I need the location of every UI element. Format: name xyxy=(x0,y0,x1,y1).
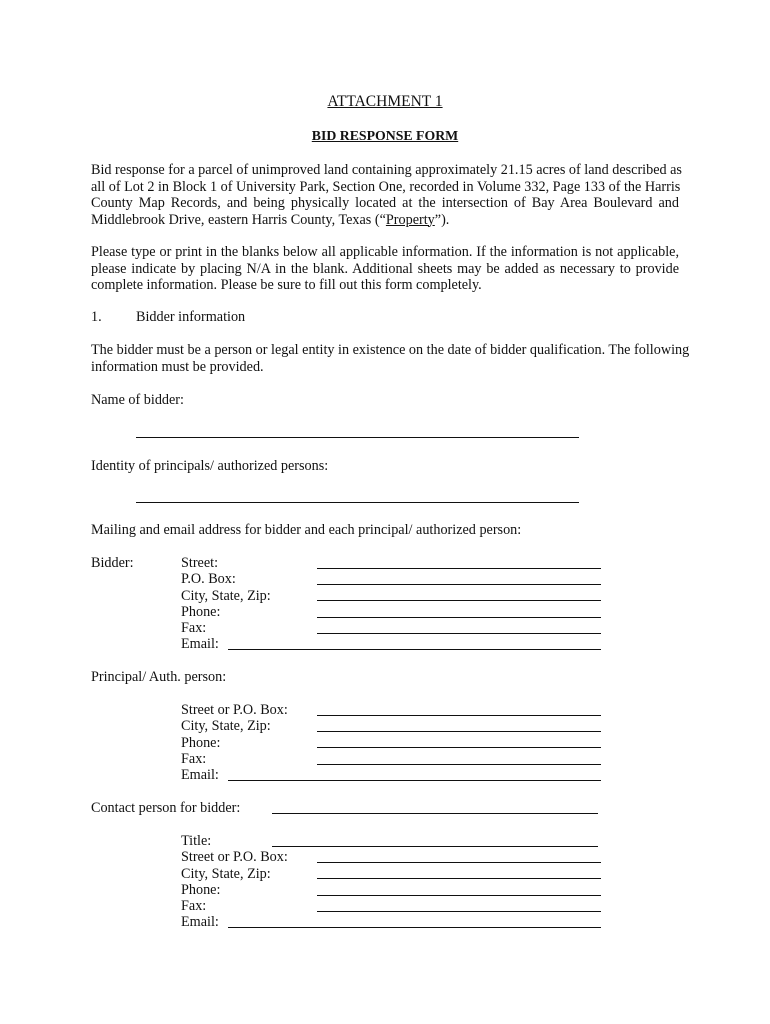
principal-email-label: Email: xyxy=(181,767,219,783)
bidder-phone-field[interactable] xyxy=(317,617,601,618)
intro-line: Bid response for a parcel of unimproved land containing approximately 21.15 acres of land described as xyxy=(91,162,682,178)
principal-fax-field[interactable] xyxy=(317,764,601,765)
property-term: Property xyxy=(385,211,435,228)
bidder-note-line: information must be provided. xyxy=(91,358,264,375)
principal-street-field[interactable] xyxy=(317,715,601,716)
instructions-line: please indicate by placing N/A in the blank. Additional sheets may be added as necessary to provide xyxy=(91,260,679,277)
contact-heading: Contact person for bidder: xyxy=(91,800,241,816)
contact-email-label: Email: xyxy=(181,914,219,930)
section-title: Bidder information xyxy=(136,309,246,325)
principal-fax-label: Fax: xyxy=(181,751,207,767)
principal-city-label: City, State, Zip: xyxy=(181,718,271,734)
contact-street-label: Street or P.O. Box: xyxy=(181,849,288,865)
bidder-street-label: Street: xyxy=(181,555,219,571)
bidder-pobox-field[interactable] xyxy=(317,584,601,585)
contact-title-field[interactable] xyxy=(272,846,598,847)
intro-line-last xyxy=(91,212,679,229)
bidder-city-label: City, State, Zip: xyxy=(181,588,271,604)
intro-line-end: ”). xyxy=(434,211,450,228)
bidder-fax-field[interactable] xyxy=(317,633,601,634)
principal-street-label: Street or P.O. Box: xyxy=(181,702,288,718)
intro-paragraph xyxy=(91,162,682,228)
mailing-label: Mailing and email address for bidder and each principal/ authorized person: xyxy=(91,522,522,538)
contact-street-field[interactable] xyxy=(317,862,601,863)
bidder-phone-label: Phone: xyxy=(181,604,221,620)
name-of-bidder-field[interactable] xyxy=(136,437,579,438)
intro-line-text: Middlebrook Drive, eastern Harris County, Texas (“ xyxy=(91,211,386,228)
bidder-email-field[interactable] xyxy=(228,649,601,650)
contact-phone-label: Phone: xyxy=(181,882,221,898)
contact-fax-label: Fax: xyxy=(181,898,207,914)
contact-name-field[interactable] xyxy=(272,813,598,814)
contact-title-label: Title: xyxy=(181,833,212,849)
contact-phone-field[interactable] xyxy=(317,895,601,896)
instructions-line: complete information. Please be sure to fill out this form completely. xyxy=(91,277,482,293)
principal-heading: Principal/ Auth. person: xyxy=(91,669,227,685)
instructions-paragraph xyxy=(91,244,679,294)
identity-label: Identity of principals/ authorized persons: xyxy=(91,458,329,474)
instructions-line: Please type or print in the blanks below all applicable information. If the information is not applicable, xyxy=(91,244,679,260)
page-title: ATTACHMENT 1 xyxy=(327,93,443,110)
contact-city-field[interactable] xyxy=(317,878,601,879)
bidder-note-line: The bidder must be a person or legal entity in existence on the date of bidder qualification. The following xyxy=(91,342,690,358)
contact-city-label: City, State, Zip: xyxy=(181,866,271,882)
bidder-heading: Bidder: xyxy=(91,555,134,571)
intro-line: all of Lot 2 in Block 1 of University Park, Section One, recorded in Volume 332, Page 133 of the Harris xyxy=(91,178,681,195)
bidder-note-paragraph xyxy=(91,342,690,375)
principal-phone-field[interactable] xyxy=(317,747,601,748)
bidder-street-field[interactable] xyxy=(317,568,601,569)
principal-phone-label: Phone: xyxy=(181,735,221,751)
contact-email-field[interactable] xyxy=(228,927,601,928)
bidder-city-field[interactable] xyxy=(317,600,601,601)
bidder-email-label: Email: xyxy=(181,636,219,652)
principal-email-field[interactable] xyxy=(228,780,601,781)
contact-fax-field[interactable] xyxy=(317,911,601,912)
intro-line: County Map Records, and being physically located at the intersection of Bay Area Boulevard and xyxy=(91,195,679,211)
bidder-fax-label: Fax: xyxy=(181,620,207,636)
identity-field[interactable] xyxy=(136,502,579,503)
section-number: 1. xyxy=(91,309,102,325)
principal-city-field[interactable] xyxy=(317,731,601,732)
name-of-bidder-label: Name of bidder: xyxy=(91,392,184,408)
form-subtitle: BID RESPONSE FORM xyxy=(311,128,459,143)
bidder-pobox-label: P.O. Box: xyxy=(181,571,236,587)
